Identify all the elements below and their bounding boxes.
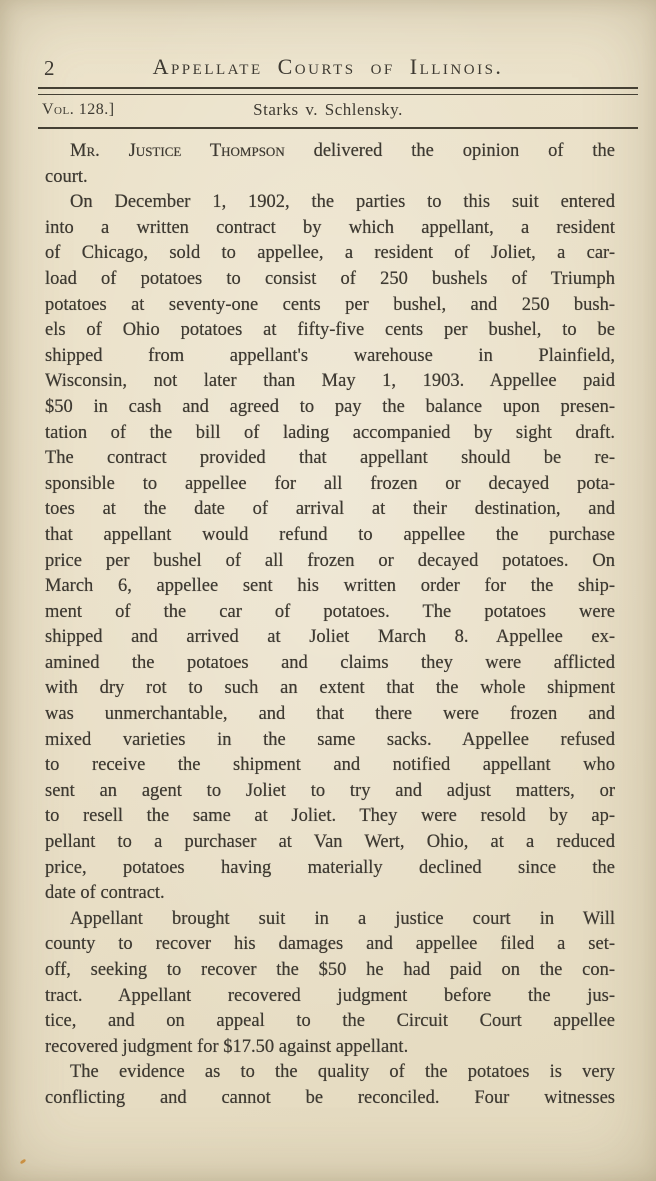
header-rule-top [38,87,638,89]
opinion-line: On December 1, 1902, the parties to this suit entered [70,192,615,213]
opinion-line: $50 in cash and agreed to pay the balance upon presen- [45,396,615,417]
running-title: Appellate Courts of Illinois. [152,54,504,79]
opinion-line: of Chicago, sold to appellee, a resident of Joliet, a car- [45,243,615,264]
opinion-line: with dry rot to such an extent that the whole shipment [45,678,615,699]
opinion-line: into a written contract by which appellant, a resident [45,217,615,238]
opinion-line: shipped and arrived at Joliet March 8. Appellee ex- [45,627,615,648]
opinion-line: to resell the same at Joliet. They were resold by ap- [45,806,615,827]
opinion-line: Appellant brought suit in a justice court in Will [70,908,615,929]
opinion-line: to receive the shipment and notified appellant who [45,755,615,776]
opinion-line: was unmerchantable, and that there were frozen and [45,704,615,725]
opinion-line: toes at the date of arrival at their destination, and [45,499,615,520]
opinion-line: sent an agent to Joliet to try and adjust matters, or [45,780,615,801]
opinion-line: load of potatoes to consist of 250 bushels of Triumph [45,268,615,289]
opinion-line: off, seeking to recover the $50 he had paid on the con- [45,960,615,980]
opinion-line: tract. Appellant recovered judgment before the jus- [45,985,615,1006]
opinion-line: tice, and on appeal to the Circuit Court appellee [45,1011,615,1032]
opinion-line: els of Ohio potatoes at fifty-five cents per bushel, to be [45,320,615,341]
opinion-line: potatoes at seventy-one cents per bushel, and 250 bush- [45,294,615,315]
opinion-line: ment of the car of potatoes. The potatoes were [45,601,615,622]
opinion-line: March 6, appellee sent his written order for the ship- [45,576,615,597]
opinion-line: mixed varieties in the same sacks. Appellee refused [45,729,615,750]
justice-name: Mr. Justice Thompson [70,141,285,161]
opinion-line: The evidence as to the quality of the potatoes is very [70,1062,615,1083]
opinion-line: amined the potatoes and claims they were afflicted [45,652,615,673]
opinion-line: sponsible to appellee for all frozen or decayed pota- [45,473,615,494]
opinion-line: date of contract. [45,883,165,904]
volume-label: Vol. 128.] [42,101,115,118]
opinion-line: conflicting and cannot be reconciled. Four witnesses [45,1087,615,1108]
opinion-line: Mr. Justice Thompson delivered the opinion of the [70,141,615,161]
opinion-line: price per bushel of all frozen or decayed potatoes. On [45,550,615,571]
opinion-line: The contract provided that appellant should be re- [45,448,615,469]
page-number: 2 [44,56,55,80]
opinion-line: shipped from appellant's warehouse in Plainfield, [45,345,615,366]
opinion-line: court. [45,166,88,187]
opinion-line: price, potatoes having materially declined since the [45,857,615,878]
opinion-line: Wisconsin, not later than May 1, 1903. Appellee paid [45,371,615,392]
paper-speck [20,1159,27,1165]
opinion-line: county to recover his damages and appellee filed a set- [45,934,615,955]
opinion-line: tation of the bill of lading accompanied by sight draft. [45,422,615,443]
opinion-line: recovered judgment for $17.50 against appellant. [45,1036,409,1057]
subheader-rule [38,127,638,129]
opinion-body [45,139,615,1112]
opinion-line: that appellant would refund to appellee the purchase [45,524,615,545]
header-rule-bottom [38,94,638,95]
case-title: Starks v. Schlensky. [253,100,403,119]
opinion-line: pellant to a purchaser at Van Wert, Ohio, at a reduced [45,832,615,853]
